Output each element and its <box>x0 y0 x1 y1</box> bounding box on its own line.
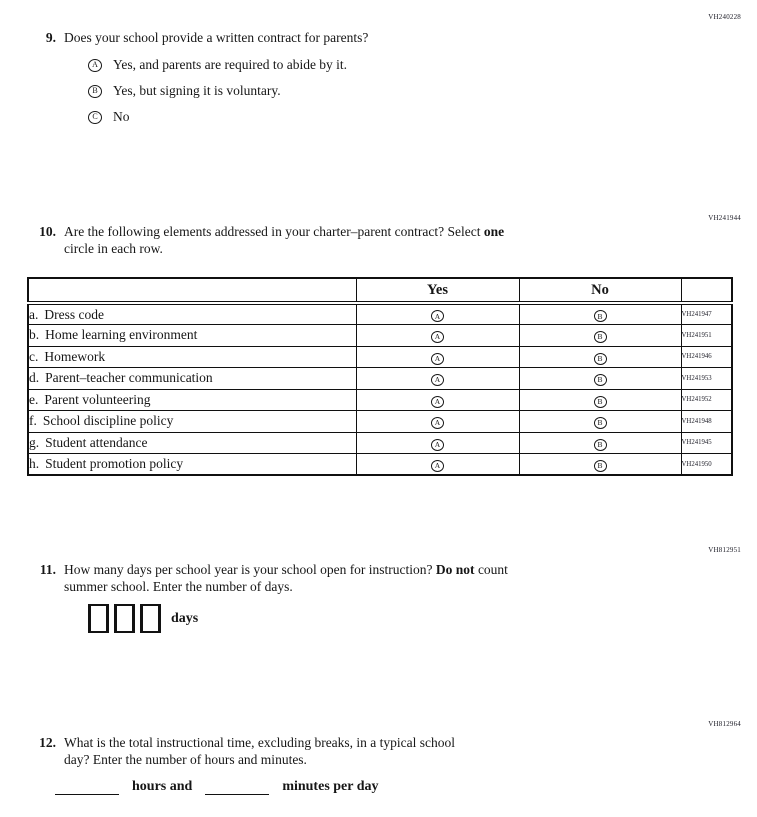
table-header-row <box>28 278 732 303</box>
question-11-text: How many days per school year is your school open for instruction? Do not count summer school. Enter the number of days. <box>64 562 508 594</box>
question-10-code: VH241944 <box>708 214 741 222</box>
days-label: days <box>171 610 199 626</box>
no-bubble[interactable]: B <box>594 331 607 343</box>
yes-bubble[interactable]: A <box>431 439 444 451</box>
yes-bubble[interactable]: A <box>431 331 444 343</box>
question-10-text: Are the following elements addressed in your charter–parent contract? Select one circle in each row. <box>64 224 505 256</box>
no-cell <box>519 411 681 433</box>
table-row <box>28 454 732 476</box>
hours-label: hours and <box>132 779 193 794</box>
option-b-label: Yes, but signing it is voluntary. <box>113 83 281 98</box>
question-11-number: 11. <box>39 562 56 577</box>
yes-bubble[interactable]: A <box>431 417 444 429</box>
row-label: b. Home learning environment <box>28 325 356 347</box>
row-label: f. School discipline policy <box>28 411 356 433</box>
question-9-option-a <box>88 57 347 73</box>
no-bubble[interactable]: B <box>594 460 607 472</box>
yes-cell <box>356 454 519 476</box>
question-9-option-c <box>88 109 130 125</box>
no-bubble[interactable]: B <box>594 310 607 322</box>
days-entry <box>88 604 198 633</box>
no-cell <box>519 454 681 476</box>
minutes-blank[interactable] <box>205 779 269 795</box>
no-bubble[interactable]: B <box>594 353 607 365</box>
question-12 <box>0 734 757 768</box>
row-code: VH241945 <box>681 432 732 454</box>
row-label: a. Dress code <box>28 303 356 325</box>
digit-box-2[interactable] <box>114 604 135 633</box>
question-9-text: Does your school provide a written contract for parents? <box>64 30 369 45</box>
table-row <box>28 368 732 390</box>
yes-cell <box>356 325 519 347</box>
header-code-blank <box>681 278 732 303</box>
question-10-table <box>27 277 733 476</box>
table-row <box>28 325 732 347</box>
row-label: d. Parent–teacher communication <box>28 368 356 390</box>
yes-bubble[interactable]: A <box>431 460 444 472</box>
table-row <box>28 303 732 325</box>
question-9-option-b <box>88 83 281 99</box>
digit-box-3[interactable] <box>140 604 161 633</box>
yes-cell <box>356 411 519 433</box>
header-yes: Yes <box>356 278 519 303</box>
question-9-code: VH240228 <box>708 13 741 21</box>
row-code: VH241947 <box>681 303 732 325</box>
yes-cell <box>356 303 519 325</box>
hours-blank[interactable] <box>55 779 119 795</box>
row-code: VH241953 <box>681 368 732 390</box>
option-c-label: No <box>113 109 130 124</box>
no-cell <box>519 389 681 411</box>
row-code: VH241951 <box>681 325 732 347</box>
row-label: g. Student attendance <box>28 432 356 454</box>
no-cell <box>519 303 681 325</box>
question-10-number: 10. <box>39 224 56 239</box>
header-no: No <box>519 278 681 303</box>
yes-cell <box>356 346 519 368</box>
yes-cell <box>356 368 519 390</box>
minutes-label: minutes per day <box>282 779 379 794</box>
no-bubble[interactable]: B <box>594 439 607 451</box>
row-code: VH241948 <box>681 411 732 433</box>
yes-cell <box>356 432 519 454</box>
no-cell <box>519 325 681 347</box>
no-bubble[interactable]: B <box>594 417 607 429</box>
question-12-number: 12. <box>39 735 56 750</box>
yes-bubble[interactable]: A <box>431 353 444 365</box>
question-9 <box>0 29 757 46</box>
table-row <box>28 411 732 433</box>
question-12-code: VH812964 <box>708 720 741 728</box>
row-code: VH241950 <box>681 454 732 476</box>
yes-bubble[interactable]: A <box>431 396 444 408</box>
question-11 <box>0 561 757 595</box>
row-code: VH241952 <box>681 389 732 411</box>
table-row <box>28 346 732 368</box>
row-label: h. Student promotion policy <box>28 454 356 476</box>
option-a-label: Yes, and parents are required to abide by it. <box>113 57 348 72</box>
table-row <box>28 432 732 454</box>
table-row <box>28 389 732 411</box>
no-cell <box>519 346 681 368</box>
time-entry <box>55 777 392 795</box>
option-b-bubble[interactable]: B <box>88 85 102 98</box>
row-code: VH241946 <box>681 346 732 368</box>
option-a-bubble[interactable]: A <box>88 59 102 72</box>
header-item-blank <box>28 278 356 303</box>
row-label: c. Homework <box>28 346 356 368</box>
no-bubble[interactable]: B <box>594 374 607 386</box>
question-10 <box>0 223 757 257</box>
no-cell <box>519 368 681 390</box>
yes-bubble[interactable]: A <box>431 374 444 386</box>
row-label: e. Parent volunteering <box>28 389 356 411</box>
option-c-bubble[interactable]: C <box>88 111 102 124</box>
digit-box-1[interactable] <box>88 604 109 633</box>
question-12-text: What is the total instructional time, excluding breaks, in a typical school day? Enter the number of hours and minutes. <box>64 735 456 767</box>
no-bubble[interactable]: B <box>594 396 607 408</box>
question-11-code: VH812951 <box>708 546 741 554</box>
yes-cell <box>356 389 519 411</box>
yes-bubble[interactable]: A <box>431 310 444 322</box>
question-9-number: 9. <box>45 30 56 45</box>
no-cell <box>519 432 681 454</box>
